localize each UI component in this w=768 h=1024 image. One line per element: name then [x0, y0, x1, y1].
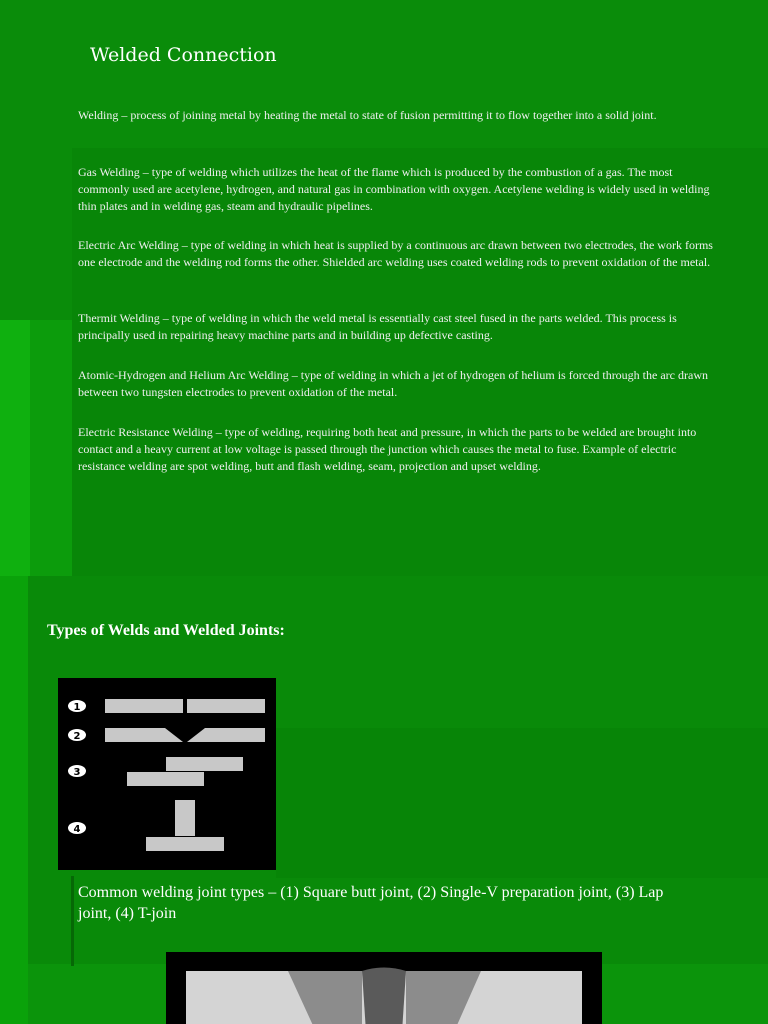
joint-1-square-butt	[68, 699, 265, 713]
joint-number-1: 1	[73, 702, 81, 713]
paragraph-electric-resistance-welding: Electric Resistance Welding – type of welding, requiring both heat and pressure, in which the parts to be welded are brought into contact and a heavy current at low voltage is passed through the junction which causes the metal to fuse. Example of electric resistance welding are spot welding, butt and flash welding, seam, projection and upset welding.	[78, 425, 697, 473]
paragraph-thermit-welding: Thermit Welding – type of welding in which the weld metal is essentially cast steel fused in the parts welded. This process is principally used in repairing heavy machine parts and in building up defective casting.	[78, 311, 677, 342]
joint-number-3: 3	[73, 767, 81, 778]
caption-divider	[71, 876, 74, 966]
background-panel-left-inner	[30, 320, 72, 576]
welding-joint-diagram	[58, 678, 276, 870]
background-panel-left	[0, 576, 28, 1024]
slide-title: Welded Connection	[90, 44, 277, 66]
paragraph-gas-welding: Gas Welding – type of welding which utilizes the heat of the flame which is produced by the combustion of a gas. The most commonly used are acetylene, hydrogen, and natural gas in combination with oxygen. Acetylene welding is widely used in welding thin plates and in welding gas, steam and hydraulic pipelines.	[78, 165, 710, 213]
joint-4-t-joint	[68, 800, 224, 851]
joint-number-4: 4	[73, 824, 81, 835]
joint-number-2: 2	[73, 731, 81, 742]
joint-diagram-svg	[58, 678, 276, 870]
background-panel-right	[276, 728, 768, 878]
background-panel-left	[0, 320, 30, 576]
weld-cross-section-diagram	[166, 952, 602, 1024]
paragraph-electric-arc-welding: Electric Arc Welding – type of welding in which heat is supplied by a continuous arc drawn between two electrodes, the work forms one electrode and the welding rod forms the other. Shielded arc welding uses coated welding rods to prevent oxidation of the metal.	[78, 238, 713, 269]
section-title: Types of Welds and Welded Joints:	[47, 622, 285, 639]
paragraph-welding: Welding – process of joining metal by heating the metal to state of fusion permitting it to flow together into a solid joint.	[78, 108, 657, 122]
joint-types-caption: Common welding joint types – (1) Square butt joint, (2) Single-V preparation joint, (3) Lap joint, (4) T-join	[78, 884, 664, 922]
paragraph-atomic-hydrogen-welding: Atomic-Hydrogen and Helium Arc Welding – type of welding in which a jet of hydrogen of helium is forced through the arc drawn between two tungsten electrodes to prevent oxidation of the metal.	[78, 368, 708, 399]
weld-cross-section-svg	[166, 952, 602, 1024]
slide-types-of-welds	[0, 576, 768, 1024]
joint-2-single-v	[68, 728, 265, 742]
joint-3-lap	[68, 757, 243, 786]
